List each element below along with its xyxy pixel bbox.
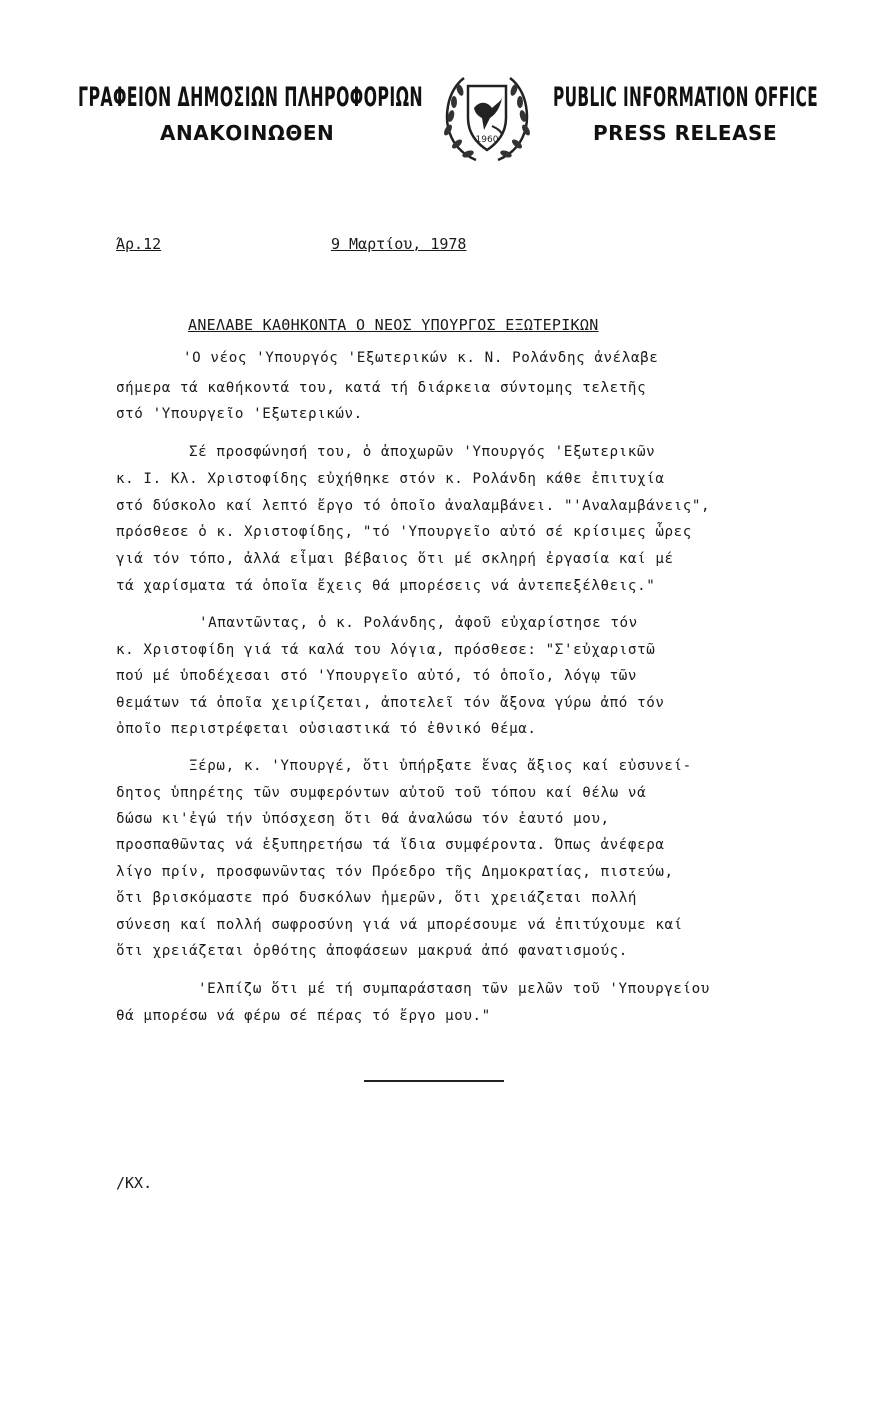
body-line: Ξέρω, κ. 'Υπουργέ, ὅτι ὑπήρξατε ἕνας ἄξιος καί εὐσυνεί- [189,758,692,774]
body-line: ὁποῖο περιστρέφεται οὐσιαστικά τό ἐθνικό θέμα. [116,721,537,737]
body-line: Σέ προσφώνησή του, ὁ ἀποχωρῶν 'Υπουργός 'Εξωτερικῶν [189,444,656,460]
release-date: 9 Μαρτίου, 1978 [331,235,467,253]
body-line: δώσω κι'ἐγώ τήν ὑπόσχεση ὅτι θά ἀναλώσω τόν ἑαυτό μου, [116,811,610,827]
svg-text:1960: 1960 [475,135,499,145]
body-line: στό δύσκολο καί λεπτό ἔργο τό ὁποῖο ἀναλαμβάνει. "'Αναλαμβάνεις", [116,498,711,514]
body-line: κ. Ι. Κλ. Χριστοφίδης εὐχήθηκε στόν κ. Ρολάνδη κάθε ἐπιτυχία [116,471,665,487]
cyprus-coat-of-arms-icon [438,68,536,168]
body-line: στό 'Υπουργεῖο 'Εξωτερικών. [116,406,363,422]
body-line: πρόσθεσε ὁ κ. Χριστοφίδης, "τό 'Υπουργεῖο αὐτό σέ κρίσιμες ὧρες [116,524,692,540]
body-line: θεμάτων τά ὁποῖα χειρίζεται, ἀποτελεῖ τόν ἄξονα γύρω ἀπό τόν [116,695,665,711]
body-line: ὅτι χρειάζεται ὀρθότης ἀποφάσεων μακρυά ἀπό φανατισμούς. [116,943,628,959]
body-line: τά χαρίσματα τά ὁποῖα ἔχεις θά μπορέσεις νά ἀντεπεξέλθεις." [116,578,656,594]
body-line: σύνεση καί πολλή σωφροσύνη γιά νά μπορέσουμε νά ἐπιτύχουμε καί [116,917,683,933]
body-line: κ. Χριστοφίδη γιά τά καλά του λόγια, πρόσθεσε: "Σ'εὐχαριστῶ [116,642,656,658]
end-rule [364,1080,504,1082]
header-english-press-release: PRESS RELEASE [593,121,778,145]
body-line: προσπαθῶντας νά ἐξυπηρετήσω τά ἴδια συμφέροντα. Όπως ἀνέφερα [116,837,665,853]
release-title: ΑΝΕΛΑΒΕ ΚΑΘΗΚΟΝΤΑ Ο ΝΕΟΣ ΥΠΟΥΡΓΟΣ ΕΞΩΤΕΡΙΚΩΝ [188,316,599,334]
header-greek-office-name: ΓΡΑΦΕΙΟΝ ΔΗΜΟΣΙΩΝ ΠΛΗΡΟΦΟΡΙΩΝ [78,82,423,112]
header-english-office-name: PUBLIC INFORMATION OFFICE [553,82,819,112]
body-line: γιά τόν τόπο, ἀλλά εἶμαι βέβαιος ὅτι μέ σκληρή ἐργασία καί μέ [116,551,674,567]
body-line: σήμερα τά καθήκοντά του, κατά τή διάρκεια σύντομης τελετῆς [116,380,647,396]
body-line: 'Ο νέος 'Υπουργός 'Εξωτερικών κ. Ν. Ρολάνδης ἀνέλαβε [183,350,659,366]
body-line: πού μέ ὑποδέχεσαι στό 'Υπουργεῖο αὐτό, τό ὁποῖο, λόγῳ τῶν [116,668,638,684]
body-line: 'Ελπίζω ὅτι μέ τή συμπαράσταση τῶν μελῶν τοῦ 'Υπουργείου [198,981,710,997]
header-greek-press-release: ΑΝΑΚΟΙΝΩΘΕΝ [160,121,335,145]
body-line: θά μπορέσω νά φέρω σέ πέρας τό ἔργο μου." [116,1008,491,1024]
body-line: λίγο πρίν, προσφωνῶντας τόν Πρόεδρο τῆς Δημοκρατίας, πιστεύω, [116,864,674,880]
body-line: δητος ὑπηρέτης τῶν συμφερόντων αὐτοῦ τοῦ τόπου καί θέλω νά [116,785,647,801]
reference-number: Άρ.12 [116,235,162,253]
footer-initials: /ΚΧ. [116,1174,153,1192]
body-line: ὅτι βρισκόμαστε πρό δυσκόλων ἡμερῶν, ὅτι χρειάζεται πολλή [116,890,638,906]
body-line: 'Απαντῶντας, ὁ κ. Ρολάνδης, ἀφοῦ εὐχαρίστησε τόν [199,615,638,631]
